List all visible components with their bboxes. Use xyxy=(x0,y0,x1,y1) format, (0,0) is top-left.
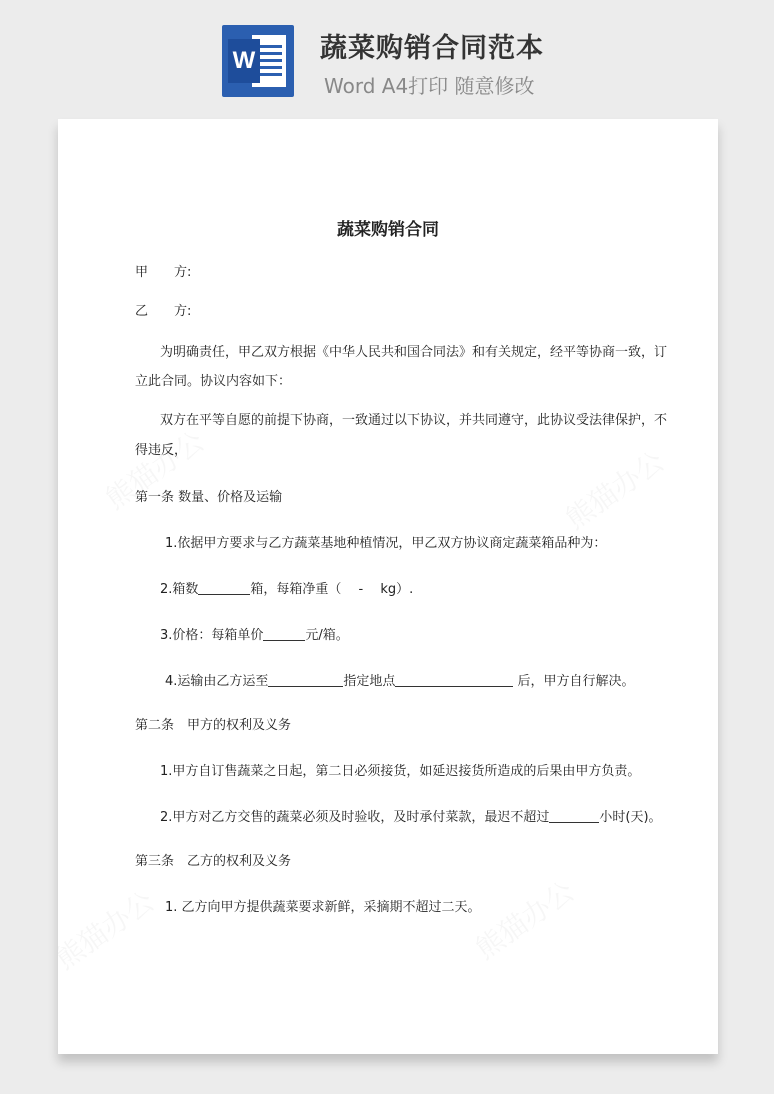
article-1-item-1: 1.依据甲方要求与乙方蔬菜基地种植情况，甲乙双方协议商定蔬菜箱品种为： xyxy=(165,536,607,551)
blank-field-destination[interactable] xyxy=(268,672,343,687)
party-b-line: 乙 方: xyxy=(135,304,192,319)
party-a-line: 甲 方: xyxy=(135,265,192,280)
article-3-item-1: 1. 乙方向甲方提供蔬菜要求新鲜，采摘期不超过二天。 xyxy=(165,900,481,915)
article-2-heading: 第二条 甲方的权利及义务 xyxy=(135,718,292,733)
document-page xyxy=(58,119,718,1054)
word-icon xyxy=(222,25,294,97)
banner-header xyxy=(0,0,774,110)
agreement-paragraph-line: 双方在平等自愿的前提下协商，一致通过以下协议，并共同遵守，此协议受法律保护，不 xyxy=(160,413,668,428)
article-2-item-1: 1.甲方自订售蔬菜之日起，第二日必须接货，如延迟接货所造成的后果由甲方负责。 xyxy=(160,764,641,779)
article-1-item-2 xyxy=(160,580,413,599)
article-2-item-2 xyxy=(160,808,662,827)
item-text: 3.价格：每箱单价 xyxy=(160,628,264,643)
item-text: 后，甲方自行解决。 xyxy=(513,674,635,689)
banner-subtitle: Word A4打印 随意修改 xyxy=(324,74,535,98)
blank-field-unit-price[interactable] xyxy=(263,626,305,641)
banner-title: 蔬菜购销合同范本 xyxy=(320,33,544,64)
document-title: 蔬菜购销合同 xyxy=(337,220,439,240)
intro-paragraph-line: 立此合同。协议内容如下： xyxy=(135,374,292,389)
intro-paragraph-line: 为明确责任，甲乙双方根据《中华人民共和国合同法》和有关规定，经平等协商一致，订 xyxy=(160,345,668,360)
item-text: 箱，每箱净重（ - kg）. xyxy=(250,582,414,597)
article-1-item-3 xyxy=(160,626,349,645)
blank-field-box-count[interactable] xyxy=(198,580,250,595)
watermark xyxy=(58,880,161,977)
item-text: 4.运输由乙方运至 xyxy=(165,674,269,689)
article-1-item-4 xyxy=(165,672,635,691)
blank-field-hours[interactable] xyxy=(549,808,599,823)
item-text: 小时(天)。 xyxy=(599,810,662,825)
item-text: 2.甲方对乙方交售的蔬菜必须及时验收，及时承付菜款，最迟不超过 xyxy=(160,810,550,825)
article-3-heading: 第三条 乙方的权利及义务 xyxy=(135,854,292,869)
item-text: 元/箱。 xyxy=(305,628,349,643)
watermark xyxy=(467,870,582,967)
item-text: 2.箱数 xyxy=(160,582,199,597)
article-1-heading: 第一条 数量、价格及运输 xyxy=(135,490,283,505)
agreement-paragraph-line: 得违反， xyxy=(135,443,188,458)
watermark xyxy=(557,440,672,537)
item-text: 指定地点 xyxy=(343,674,396,689)
blank-field-location[interactable] xyxy=(395,672,513,687)
word-icon-letter: W xyxy=(228,39,260,83)
